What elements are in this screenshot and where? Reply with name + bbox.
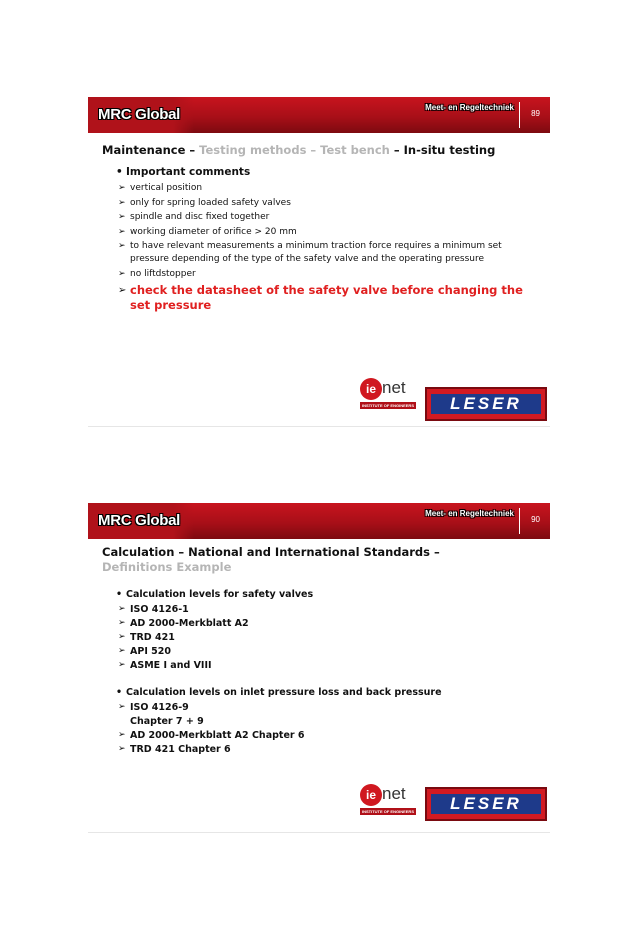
list-item: ➢ AD 2000-Merkblatt A2 Chapter 6 xyxy=(118,730,305,741)
arrow-icon: ➢ xyxy=(118,284,127,296)
header-bar xyxy=(88,97,550,133)
list-item: ➢ API 520 xyxy=(118,646,171,657)
brand-logo xyxy=(88,503,194,539)
list-item: ➢ vertical position xyxy=(118,183,203,193)
list-item: ➢ TRD 421 xyxy=(118,632,175,643)
arrow-icon: ➢ xyxy=(118,632,126,642)
ienet-net-text: net xyxy=(382,378,406,397)
page-number: 89 xyxy=(531,109,540,118)
arrow-icon: ➢ xyxy=(118,660,126,670)
header-separator xyxy=(519,508,520,534)
bullet-dot: • xyxy=(116,589,123,600)
brand-logo xyxy=(88,97,194,133)
ienet-tagline: INSTITUTE OF ENGINEERS xyxy=(361,809,414,814)
arrow-icon: ➢ xyxy=(118,197,126,208)
arrow-icon: ➢ xyxy=(118,646,126,656)
arrow-icon: ➢ xyxy=(118,241,126,251)
header-separator xyxy=(519,102,520,128)
title-grey: Testing methods – Test bench xyxy=(199,143,390,157)
highlight-item: ➢ check the datasheet of the safety valve before changing the set pressure xyxy=(118,282,523,312)
bullet-heading-text: Calculation levels on inlet pressure loss and back pressure xyxy=(126,687,442,698)
standards-list xyxy=(118,603,498,673)
arrow-icon: ➢ xyxy=(118,730,126,740)
slide-90 xyxy=(88,503,550,833)
ienet-net-text: net xyxy=(382,784,406,803)
ienet-logo xyxy=(358,783,418,819)
leser-logo-text: LESER xyxy=(431,794,541,814)
leser-logo xyxy=(425,387,547,421)
header-bar xyxy=(88,503,550,539)
leser-logo xyxy=(425,787,547,821)
list-item: ➢ no liftdstopper xyxy=(118,268,196,279)
page-number: 90 xyxy=(531,515,540,524)
ienet-tagline: INSTITUTE OF ENGINEERS xyxy=(361,403,414,408)
list-item: ➢ ISO 4126-1 xyxy=(118,604,189,615)
leser-logo-text: LESER xyxy=(431,394,541,414)
arrow-icon: ➢ xyxy=(118,183,126,193)
bullet-dot: • xyxy=(116,687,123,698)
list-item: ➢ working diameter of orifice > 20 mm xyxy=(118,226,297,237)
list-item: ➢ spindle and disc fixed together xyxy=(118,212,270,222)
bullet-heading xyxy=(116,686,442,700)
arrow-icon: ➢ xyxy=(118,744,126,754)
ienet-logo xyxy=(358,377,418,413)
list-item: ➢ to have relevant measurements a minimum traction force requires a minimum set pressure depending of the type of the safety valve and the operating pressure xyxy=(118,241,502,264)
arrow-icon: ➢ xyxy=(118,618,126,628)
arrow-icon: ➢ xyxy=(118,268,126,279)
title-part-2: – In-situ testing xyxy=(389,143,496,157)
arrow-icon: ➢ xyxy=(118,212,126,222)
title-part-1: Calculation – National and International Standards – xyxy=(102,545,440,559)
bullet-heading xyxy=(116,588,313,602)
list-item: ➢ AD 2000-Merkblatt A2 xyxy=(118,618,249,629)
slide-divider xyxy=(88,426,550,427)
arrow-icon: ➢ xyxy=(118,226,126,237)
arrow-icon: ➢ xyxy=(118,604,126,614)
brand-text: MRC Global xyxy=(98,512,180,529)
header-subtitle: Meet- en Regeltechniek xyxy=(425,103,514,112)
brand-text: MRC Global xyxy=(98,106,180,123)
title-grey: Definitions Example xyxy=(102,560,232,574)
slide-89 xyxy=(88,97,550,427)
bullet-dot: • xyxy=(116,166,123,178)
bullet-heading xyxy=(116,165,250,179)
bullet-heading-text: Calculation levels for safety valves xyxy=(126,589,314,600)
slide-title xyxy=(102,143,542,158)
ienet-circle: ie xyxy=(360,784,382,806)
list-item: ➢ ISO 4126-9 xyxy=(118,702,189,713)
list-item: ➢ only for spring loaded safety valves xyxy=(118,197,291,208)
comments-list xyxy=(118,182,523,314)
slide-title xyxy=(102,545,482,575)
list-item: ➢ ASME I and VIII xyxy=(118,660,212,671)
arrow-icon: ➢ xyxy=(118,702,126,712)
pressure-loss-list xyxy=(118,701,498,757)
ienet-circle: ie xyxy=(360,378,382,400)
slide-divider xyxy=(88,832,550,833)
header-subtitle: Meet- en Regeltechniek xyxy=(425,509,514,518)
bullet-heading-text: Important comments xyxy=(126,166,251,178)
list-subitem: Chapter 7 + 9 xyxy=(130,716,204,727)
title-part-1: Maintenance – xyxy=(102,143,200,157)
list-item: ➢ TRD 421 Chapter 6 xyxy=(118,744,231,755)
